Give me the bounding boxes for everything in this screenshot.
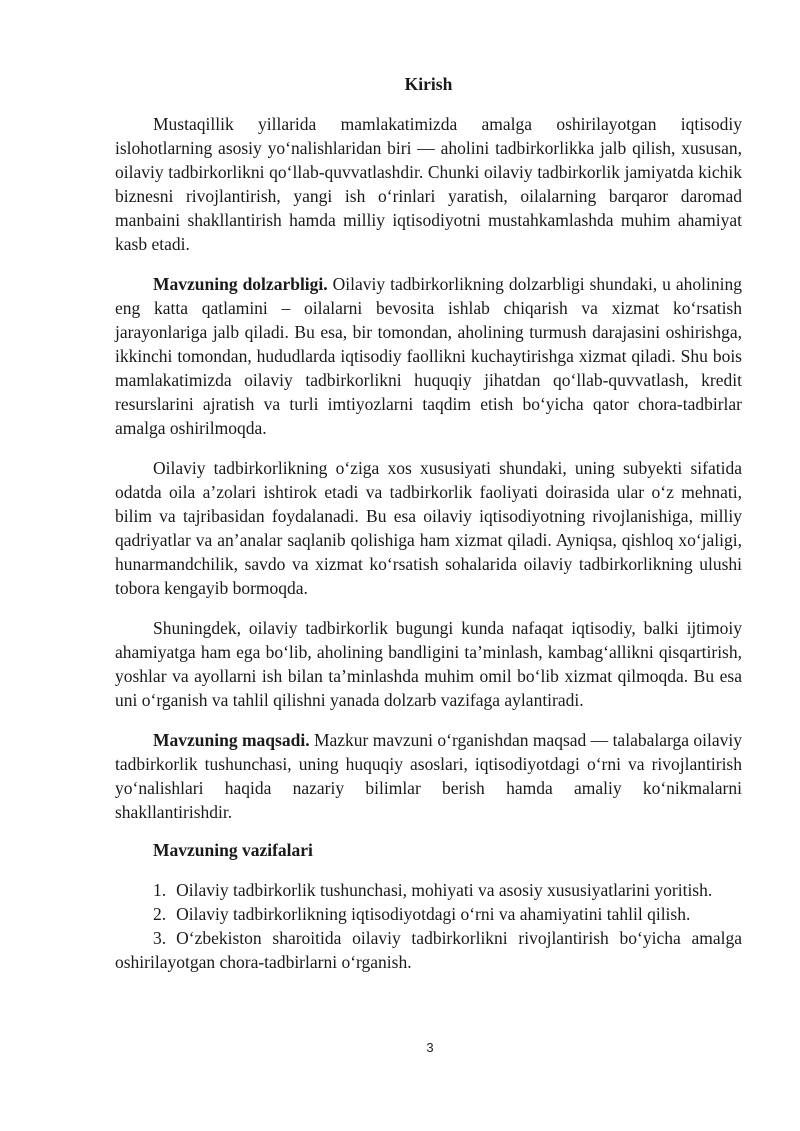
list-item (115, 878, 742, 902)
list-item-text: O‘zbekiston sharoitida oilaviy tadbirkorlikni rivojlantirish bo‘yicha amalga oshirilayotgan chora-tadbirlarni o‘rganish. (115, 928, 742, 972)
relevance-label: Mavzuning dolzarbligi. (153, 274, 328, 294)
list-item-text: Oilaviy tadbirkorlik tushunchasi, mohiyati va asosiy xususiyatlarini yoritish. (176, 880, 713, 900)
tasks-heading: Mavzuning vazifalari (153, 840, 313, 860)
list-item-number: 2. (153, 904, 167, 924)
relevance-text: Oilaviy tadbirkorlikning dolzarbligi shundaki, u aholining eng katta qatlamini – oilalarni bevosita ishlab chiqarish va xizmat ko‘rsatish jarayonlariga jalb qiladi. Bu esa, bir tomondan, aholining turmush darajasini oshirishga, ikkinchi tomondan, hududlarda iqtisodiy faollikni kuchaytirishga xizmat qiladi. Shu bois mamlakatimizda oilaviy tadbirkorlikni huquqiy jihatdan qo‘llab-quvvatlash, kredit resurslarini ajratish va turli imtiyozlarni taqdim etish bo‘yicha qator chora-tadbirlar amalga oshirilmoqda. (115, 274, 743, 438)
document-page (115, 72, 742, 974)
relevance-paragraph (115, 272, 742, 440)
list-item (115, 926, 742, 974)
list-item-number: 3. (153, 928, 167, 948)
list-item (115, 902, 742, 926)
intro-paragraph: Mustaqillik yillarida mamlakatimizda amalga oshirilayotgan iqtisodiy islohotlarning asosiy yo‘nalishlaridan biri — aholini tadbirkorlikka jalb qilish, xususan, oilaviy tadbirkorlikni qo‘llab-quvvatlashdir. Chunki oilaviy tadbirkorlik jamiyatda kichik biznesni rivojlantirish, yangi ish o‘rinlari yaratish, oilalarning barqaror daromad manbaini shakllantirish hamda milliy iqtisodiyotni mustahkamlashda muhim ahamiyat kasb etadi. (115, 114, 742, 254)
page-title: Kirish (404, 74, 453, 94)
features-paragraph: Oilaviy tadbirkorlikning o‘ziga xos xususiyati shundaki, uning subyekti sifatida odatda oila a’zolari ishtirok etadi va tadbirkorlik faoliyati doirasida ular o‘z mehnati, bilim va tajribasidan foydalanadi. Bu esa oilaviy iqtisodiyotning rivojlanishiga, milliy qadriyatlar va an’analar saqlanib qolishiga ham xizmat qiladi. Ayniqsa, qishloq xo‘jaligi, hunarmandchilik, savdo va xizmat ko‘rsatish sohalarida oilaviy tadbirkorlikning ulushi tobora kengayib bormoqda. (115, 458, 742, 598)
goal-paragraph (115, 728, 742, 824)
list-item-number: 1. (153, 880, 167, 900)
social-paragraph: Shuningdek, oilaviy tadbirkorlik bugungi kunda nafaqat iqtisodiy, balki ijtimoiy ahamiyatga ham ega bo‘lib, aholining bandligini ta’minlash, kambag‘allikni qisqartirish, yoshlar va ayollarni ish bilan ta’minlashda muhim omil bo‘lib xizmat qilmoqda. Bu esa uni o‘rganish va tahlil qilishni yanada dolzarb vazifaga aylantiradi. (115, 618, 742, 710)
tasks-list (115, 878, 742, 974)
list-item-text: Oilaviy tadbirkorlikning iqtisodiyotdagi o‘rni va ahamiyatini tahlil qilish. (176, 904, 691, 924)
goal-label: Mavzuning maqsadi. (153, 730, 310, 750)
page-number: 3 (426, 1040, 434, 1055)
goal-text: Mazkur mavzuni o‘rganishdan maqsad — talabalarga oilaviy tadbirkorlik tushunchasi, uning huquqiy asoslari, iqtisodiyotdagi o‘rni va rivojlantirish yo‘nalishlari haqida nazariy bilimlar berish hamda amaliy ko‘nikmalarni shakllantirishdir. (115, 730, 742, 822)
